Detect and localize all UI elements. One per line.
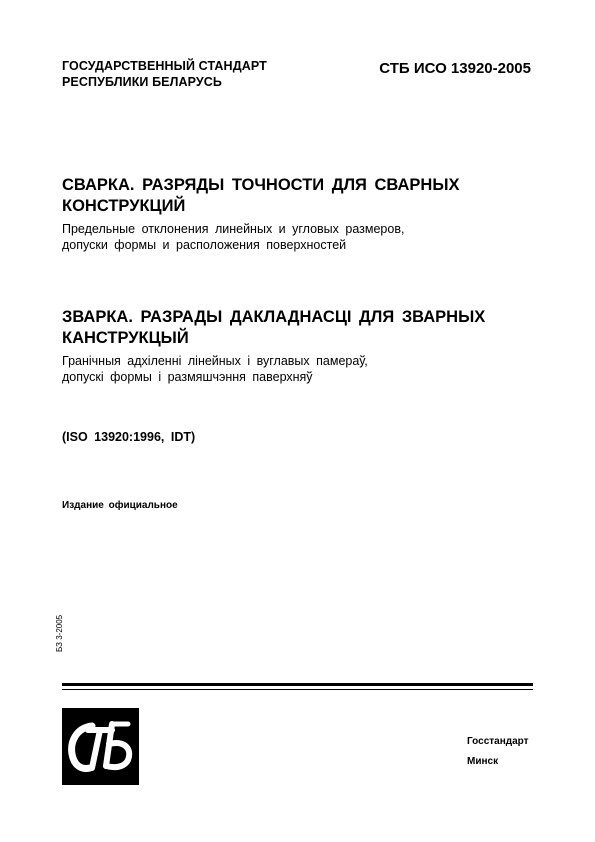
- publisher-city: Минск: [467, 756, 499, 767]
- subtitle-by-line-2: допускі формы і размяшчэння паверхняў: [62, 370, 313, 384]
- title-ru-line-2: КОНСТРУКЦИЙ: [62, 197, 186, 215]
- subtitle-ru-line-2: допуски формы и расположения поверхностей: [62, 238, 347, 252]
- title-ru-line-1: СВАРКА. РАЗРЯДЫ ТОЧНОСТИ ДЛЯ СВАРНЫХ: [62, 176, 460, 194]
- stb-logo: [62, 708, 139, 785]
- standard-code: СТБ ИСО 13920-2005: [379, 60, 531, 77]
- subtitle-russian: [62, 221, 404, 253]
- divider-thick: [62, 683, 533, 686]
- issuer-block: [62, 58, 267, 90]
- title-by-line-1: ЗВАРКА. РАЗРАДЫ ДАКЛАДНАСЦІ ДЛЯ ЗВАРНЫХ: [62, 308, 486, 326]
- subtitle-belarusian: [62, 353, 368, 385]
- iso-reference: (ISO 13920:1996, IDT): [62, 430, 196, 444]
- publisher-name: Госстандарт: [467, 736, 529, 747]
- issuer-line-1: ГОСУДАРСТВЕННЫЙ СТАНДАРТ: [62, 59, 267, 73]
- issuer-line-2: РЕСПУБЛИКИ БЕЛАРУСЬ: [62, 75, 222, 89]
- subtitle-ru-line-1: Предельные отклонения линейных и угловых размеров,: [62, 222, 405, 236]
- divider-thin: [62, 689, 533, 690]
- subtitle-by-line-1: Гранічныя адхіленні лінейных і вуглавых памераў,: [62, 354, 368, 368]
- edition-note: Издание официальное: [62, 500, 178, 511]
- title-by-line-2: КАНСТРУКЦЫЙ: [62, 329, 189, 347]
- title-belarusian: [62, 307, 485, 349]
- vertical-note: БЗ 3-2005: [55, 614, 64, 652]
- stb-logo-icon: [62, 708, 139, 785]
- title-russian: [62, 175, 460, 217]
